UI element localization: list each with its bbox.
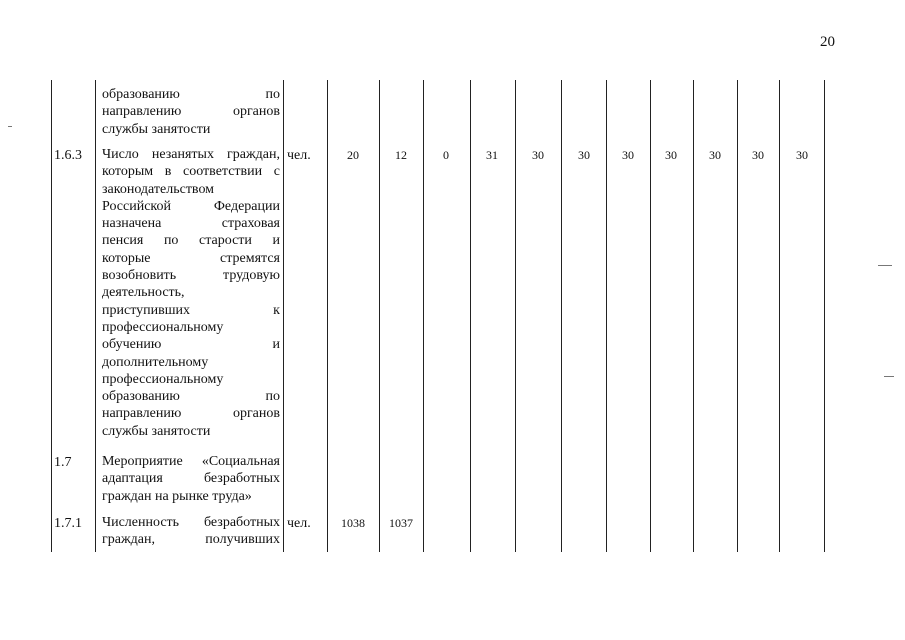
description-line: Мероприятие «Социальная bbox=[102, 454, 280, 469]
row-value: 30 bbox=[752, 148, 764, 162]
row-number: 1.7.1 bbox=[54, 516, 82, 531]
description-line: приступивших к bbox=[102, 302, 280, 318]
column-line bbox=[95, 80, 96, 552]
row-value: 0 bbox=[443, 148, 449, 162]
description-line: образованию по bbox=[102, 87, 280, 102]
row-description bbox=[102, 453, 280, 505]
description-line: службы занятости bbox=[102, 423, 211, 439]
description-line: службы занятости bbox=[102, 121, 211, 137]
column-line bbox=[327, 80, 328, 552]
description-line: Численность безработных bbox=[102, 515, 280, 530]
description-line: пенсия по старости и bbox=[102, 233, 280, 249]
row-value: 30 bbox=[622, 148, 634, 162]
description-line: которым в соответствии с bbox=[102, 164, 280, 180]
description-line: Число незанятых граждан, bbox=[102, 147, 280, 162]
description-line: граждан, получивших bbox=[102, 532, 280, 548]
row-description bbox=[102, 514, 280, 549]
description-line: Российской Федерации bbox=[102, 198, 280, 214]
row-number: 1.6.3 bbox=[54, 148, 82, 163]
description-line: направлению органов bbox=[102, 104, 280, 120]
row-value: 30 bbox=[665, 148, 677, 162]
description-line: деятельность, bbox=[102, 285, 185, 301]
row-value: 31 bbox=[486, 148, 498, 162]
column-line bbox=[51, 80, 52, 552]
row-description bbox=[102, 146, 280, 440]
description-line: которые стремятся bbox=[102, 250, 280, 266]
description-line: возобновить трудовую bbox=[102, 268, 280, 284]
row-value: 30 bbox=[532, 148, 544, 162]
description-line: адаптация безработных bbox=[102, 471, 280, 487]
description-line: законодательством bbox=[102, 181, 215, 197]
row-value: 20 bbox=[347, 148, 359, 162]
scan-mark bbox=[878, 265, 892, 266]
scan-mark bbox=[884, 376, 894, 377]
description-line: дополнительному bbox=[102, 354, 209, 370]
scan-mark bbox=[8, 126, 12, 127]
page-number: 20 bbox=[820, 34, 835, 50]
row-description bbox=[102, 86, 280, 138]
description-line: образованию по bbox=[102, 389, 280, 405]
column-line bbox=[283, 80, 284, 552]
row-value: 12 bbox=[395, 148, 407, 162]
description-line: профессиональному bbox=[102, 371, 224, 387]
row-value: 30 bbox=[796, 148, 808, 162]
row-value: 1037 bbox=[389, 516, 413, 530]
row-unit: чел. bbox=[287, 516, 311, 531]
row-value: 1038 bbox=[341, 516, 365, 530]
description-line: обучению и bbox=[102, 337, 280, 353]
description-line: направлению органов bbox=[102, 406, 280, 422]
row-number: 1.7 bbox=[54, 455, 72, 470]
description-line: граждан на рынке труда» bbox=[102, 488, 252, 504]
row-value: 30 bbox=[709, 148, 721, 162]
description-line: назначена страховая bbox=[102, 216, 280, 232]
row-value: 30 bbox=[578, 148, 590, 162]
row-unit: чел. bbox=[287, 148, 311, 163]
description-line: профессиональному bbox=[102, 319, 224, 335]
